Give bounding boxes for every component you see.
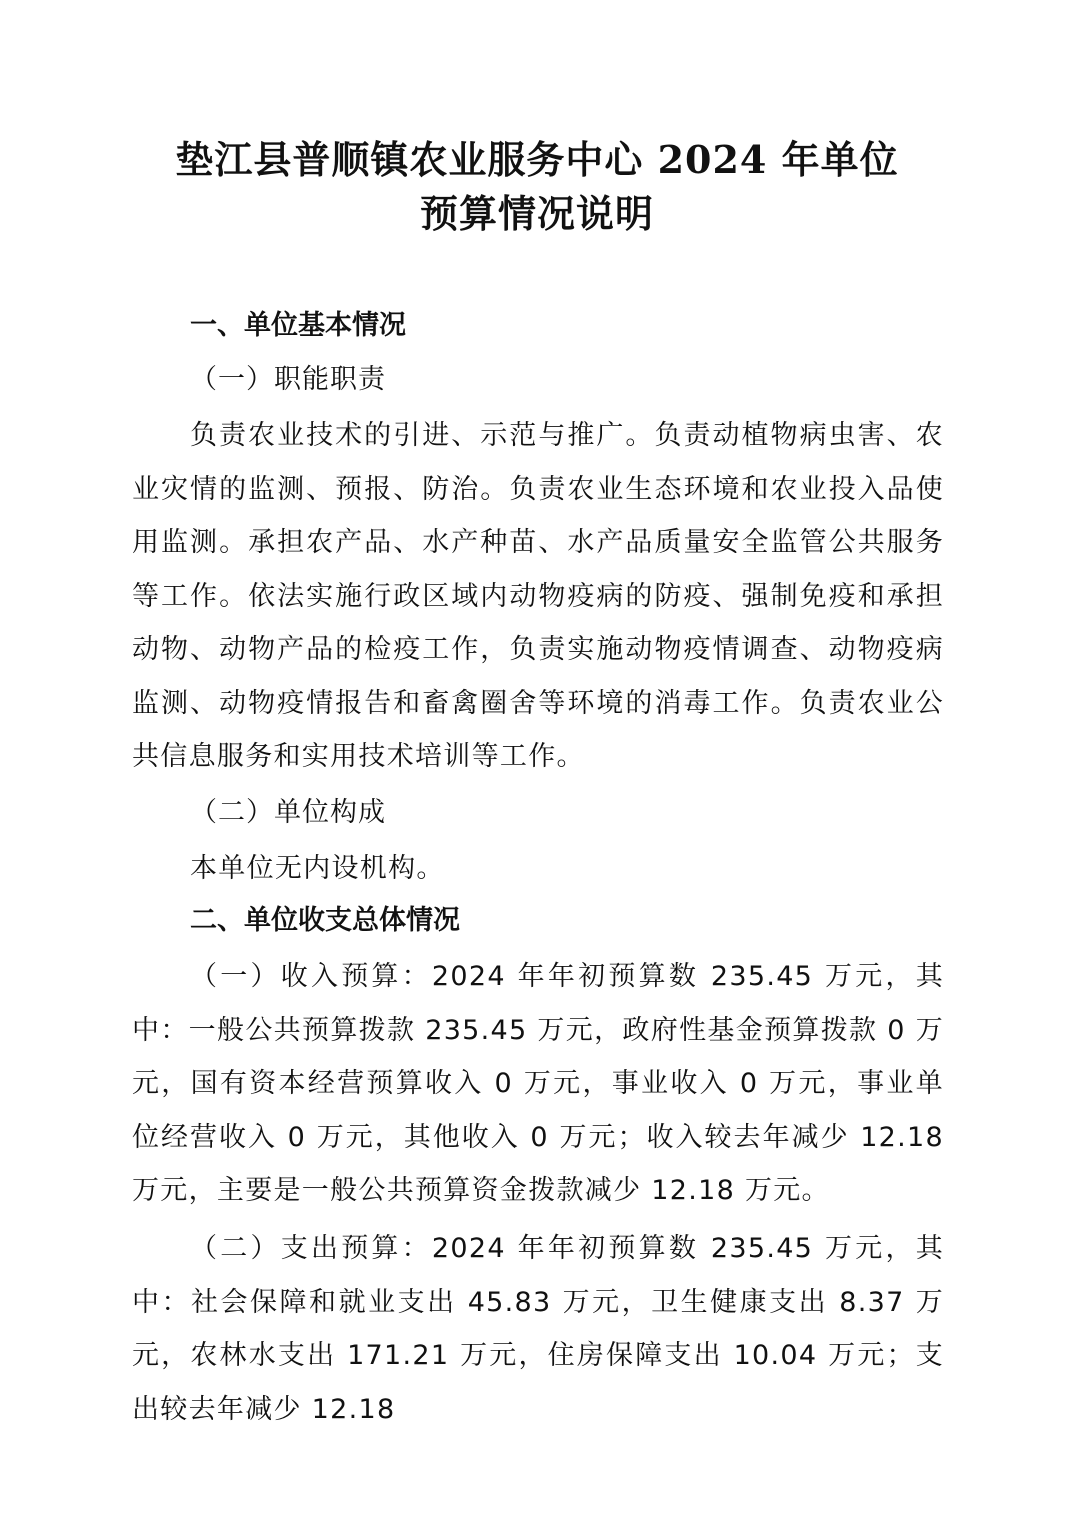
section2-expense-paragraph: （二）支出预算：2024 年年初预算数 235.45 万元，其中：社会保障和就业支出 45.83 万元，卫生健康支出 8.37 万元，农林水支出 171.21 万元，住房保障支出 10.04 万元；支出较去年减少 12.18 bbox=[132, 1233, 944, 1425]
section2-heading: 二、单位收支总体情况 bbox=[190, 905, 460, 936]
section1-sub1-duties: （一）职能职责 bbox=[190, 364, 386, 395]
document-title-line2: 预算情况说明 bbox=[419, 191, 654, 236]
section1-sub2-structure: （二）单位构成 bbox=[190, 797, 386, 828]
section1-heading: 一、单位基本情况 bbox=[190, 310, 406, 341]
section1-structure-paragraph: 本单位无内设机构。 bbox=[190, 853, 445, 884]
section2-income-paragraph: （一）收入预算：2024 年年初预算数 235.45 万元，其中：一般公共预算拨款 235.45 万元，政府性基金预算拨款 0 万元，国有资本经营预算收入 0 万元，事业收入 0 万元，事业单位经营收入 0 万元，其他收入 0 万元；收入较去年减少 12.18 万元，主要是一般公共预算资金拨款减少 12.18 万元。 bbox=[132, 961, 944, 1206]
document-title-line1: 垫江县普顺镇农业服务中心 2024 年单位 bbox=[175, 137, 899, 182]
section1-duties-paragraph: 负责农业技术的引进、示范与推广。负责动植物病虫害、农业灾情的监测、预报、防治。负责农业生态环境和农业投入品使用监测。承担农产品、水产种苗、水产品质量安全监管公共服务等工作。依法实施行政区域内动物疫病的防疫、强制免疫和承担动物、动物产品的检疫工作，负责实施动物疫情调查、动物疫病监测、动物疫情报告和畜禽圈舍等环境的消毒工作。负责农业公共信息服务和实用技术培训等工作。 bbox=[132, 420, 944, 772]
